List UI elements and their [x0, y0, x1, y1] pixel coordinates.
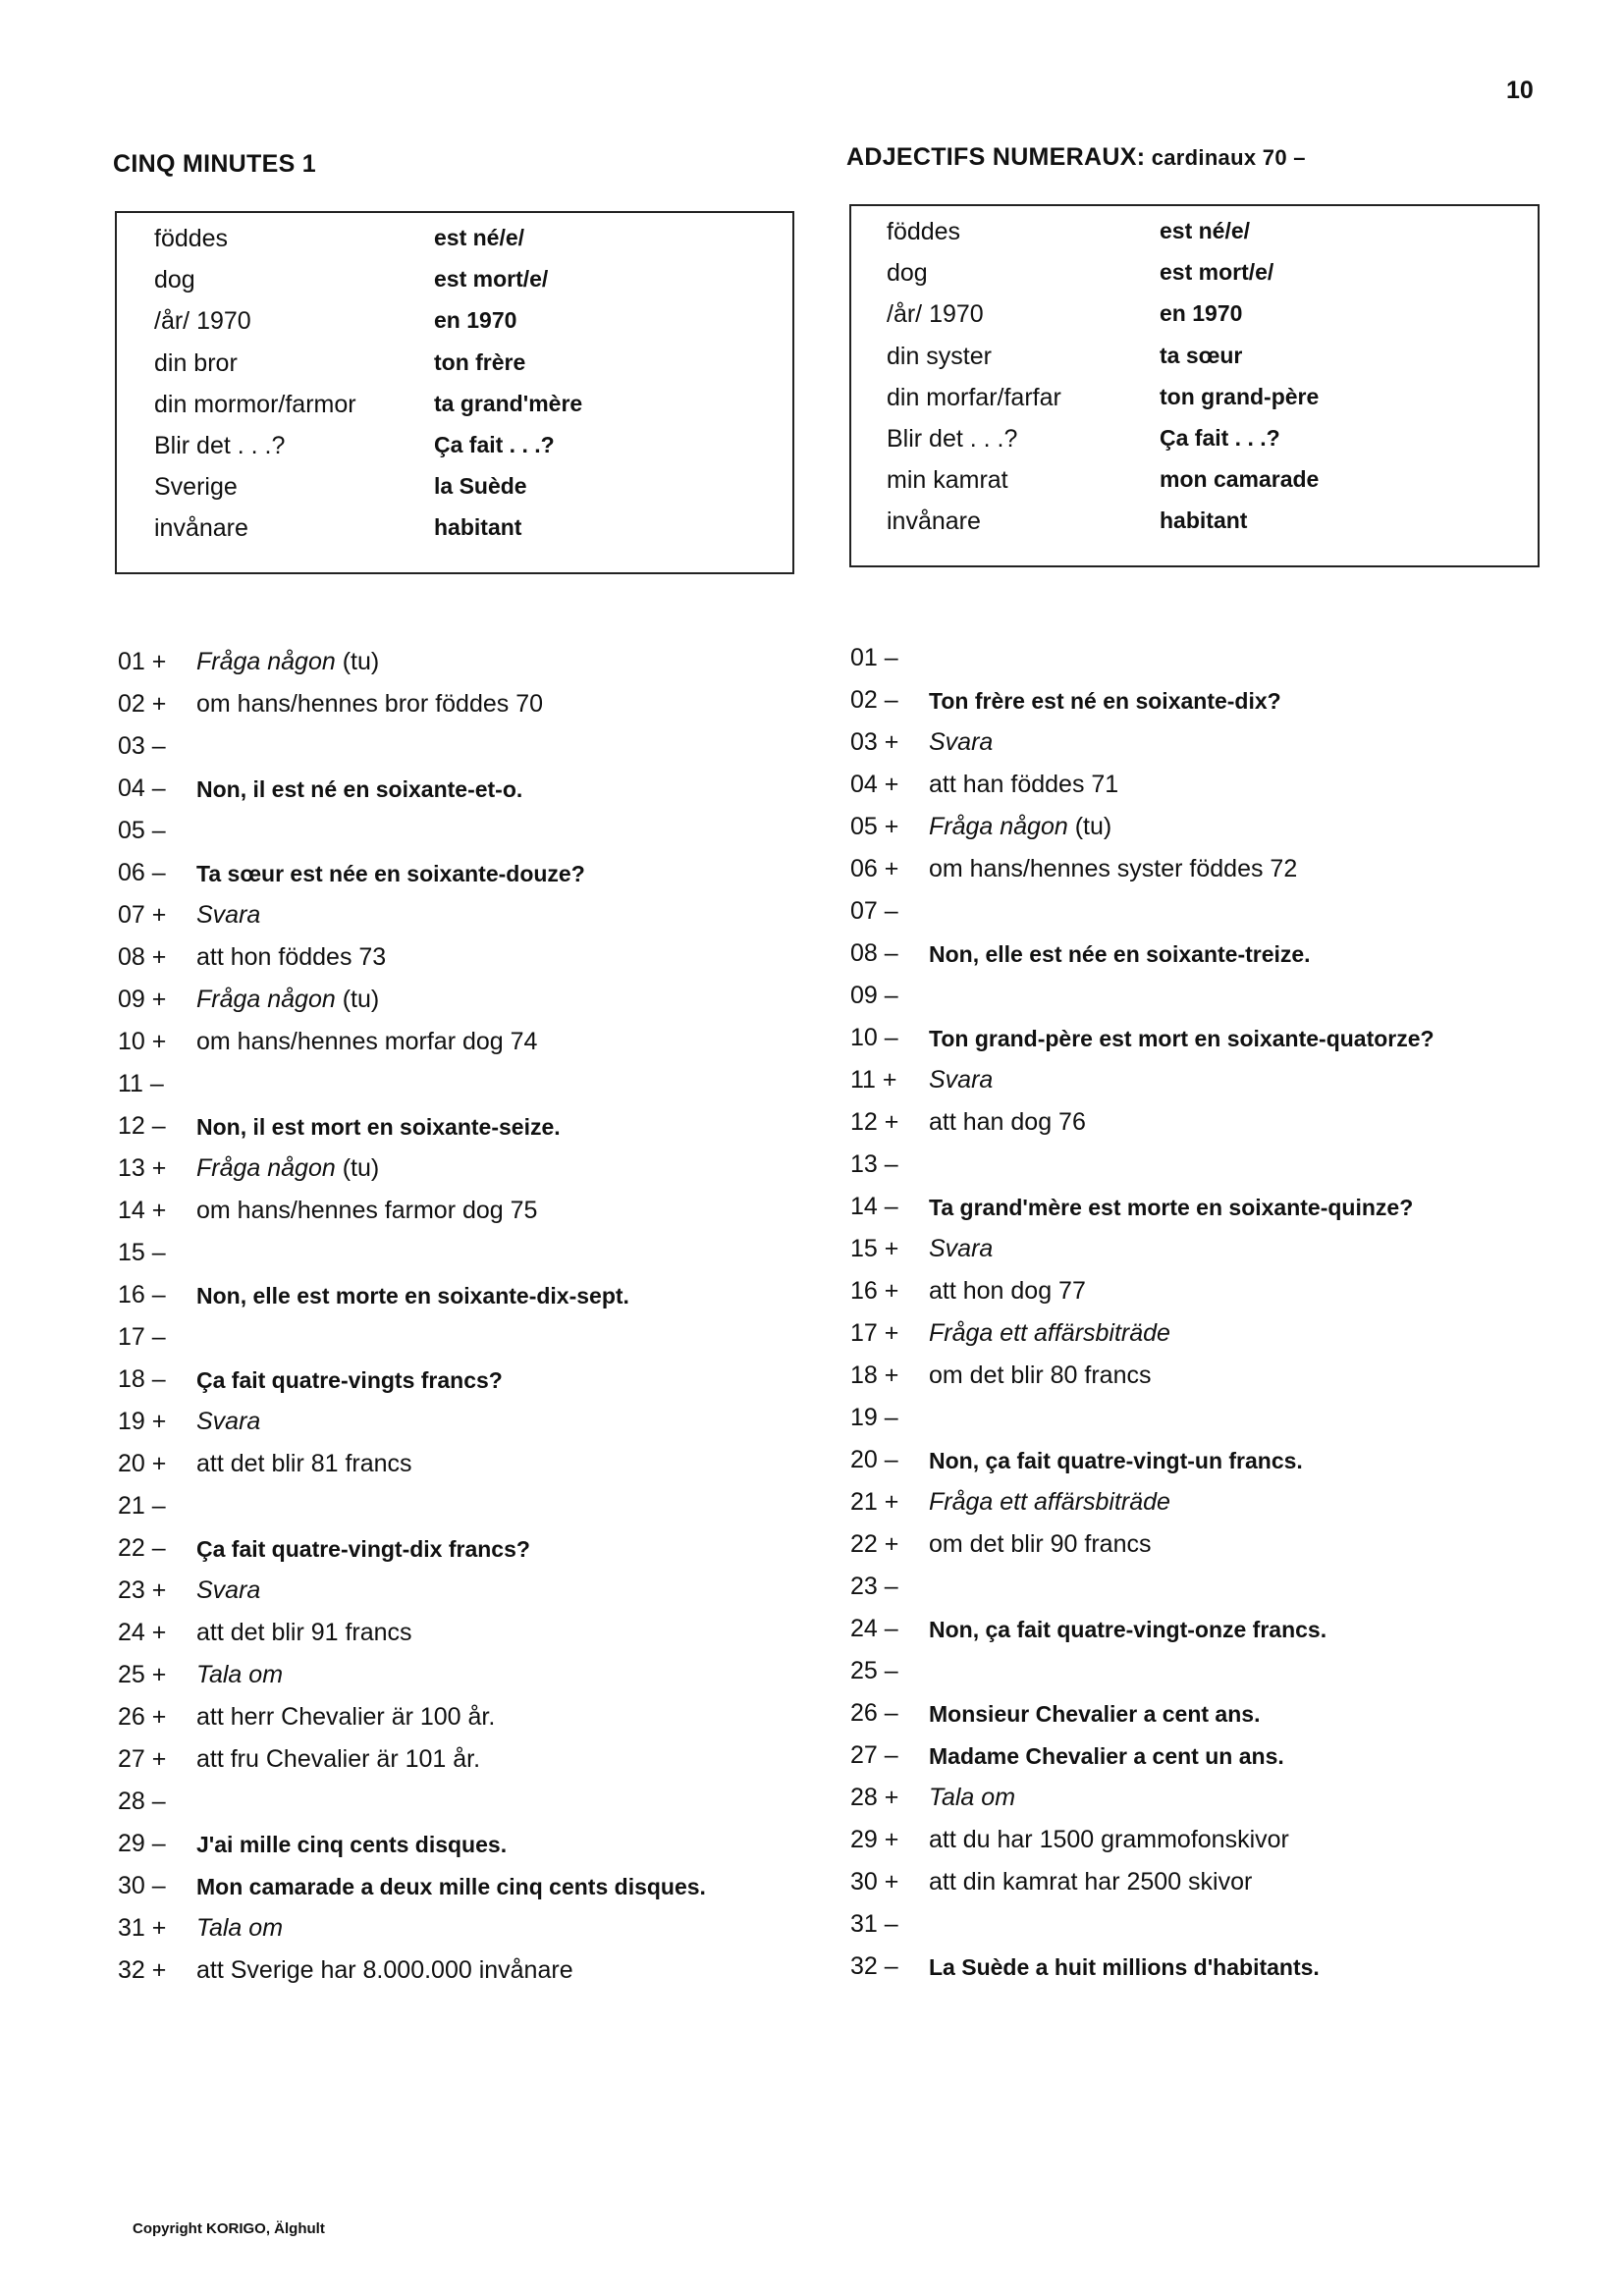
exercise-number: 29 –	[118, 1830, 166, 1857]
exercise-text	[196, 776, 522, 803]
exercise-number: 08 +	[118, 943, 167, 971]
exercise-prompt: att hon föddes 73	[196, 943, 387, 971]
exercise-row	[850, 1024, 1479, 1066]
exercise-row	[850, 1150, 1479, 1193]
exercise-row	[850, 1066, 1479, 1108]
exercise-text	[929, 1530, 1152, 1559]
exercise-row	[118, 1492, 746, 1534]
vocab-row	[851, 343, 1538, 382]
exercise-prompt: om det blir 90 francs	[929, 1530, 1152, 1558]
exercise-prompt: Non, elle est morte en soixante-dix-sept.	[196, 1283, 629, 1308]
vocab-french: mon camarade	[1160, 466, 1320, 492]
exercise-row	[118, 1197, 746, 1239]
exercise-prompt: La Suède a huit millions d'habitants.	[929, 1954, 1320, 1980]
exercise-suffix: (tu)	[335, 986, 380, 1013]
exercise-row	[850, 1530, 1479, 1573]
exercise-prompt: Madame Chevalier a cent un ans.	[929, 1743, 1284, 1769]
exercise-text	[196, 1703, 495, 1732]
vocab-row	[851, 384, 1538, 423]
exercise-number: 12 –	[118, 1112, 166, 1140]
exercise-number: 32 +	[118, 1956, 167, 1984]
exercise-number: 25 +	[118, 1661, 167, 1688]
exercise-number: 24 –	[850, 1615, 898, 1642]
exercise-text	[929, 1488, 1170, 1517]
exercise-number: 05 +	[850, 813, 899, 840]
exercise-text	[196, 861, 585, 887]
exercise-row	[850, 813, 1479, 855]
exercise-suffix: (tu)	[335, 1154, 380, 1182]
exercise-text	[929, 1235, 993, 1263]
exercise-text	[196, 943, 386, 972]
exercise-number: 27 +	[118, 1745, 167, 1773]
exercise-text	[196, 1536, 530, 1563]
exercise-number: 28 +	[850, 1784, 899, 1811]
exercise-number: 11 +	[850, 1066, 897, 1094]
exercise-prompt: Mon camarade a deux mille cinq cents disques.	[196, 1874, 706, 1899]
exercise-row	[850, 1108, 1479, 1150]
exercise-prompt: Svara	[196, 901, 261, 929]
exercise-text	[196, 1832, 507, 1858]
vocab-swedish: /år/ 1970	[154, 307, 251, 335]
exercise-text	[196, 690, 543, 719]
exercise-text	[196, 1874, 706, 1900]
exercise-prompt: Ta sœur est née en soixante-douze?	[196, 861, 585, 886]
exercise-text	[929, 941, 1311, 968]
page-number: 10	[1506, 77, 1534, 104]
exercise-prompt: att fru Chevalier är 101 år.	[196, 1745, 481, 1773]
exercise-number: 22 +	[850, 1530, 899, 1558]
vocab-swedish: Sverige	[154, 473, 238, 501]
exercise-text	[196, 1619, 412, 1647]
exercise-number: 26 –	[850, 1699, 898, 1727]
vocab-french: en 1970	[434, 307, 517, 333]
exercise-row	[850, 1826, 1479, 1868]
exercise-suffix: (tu)	[1067, 813, 1112, 840]
exercise-number: 12 +	[850, 1108, 899, 1136]
exercise-prompt: att han föddes 71	[929, 771, 1119, 798]
exercise-number: 30 –	[118, 1872, 166, 1899]
vocab-swedish: invånare	[154, 514, 248, 542]
vocab-french: habitant	[434, 514, 522, 540]
vocab-french: la Suède	[434, 473, 527, 499]
exercise-row	[118, 1576, 746, 1619]
exercise-row	[118, 1914, 746, 1956]
exercise-prompt: Non, elle est née en soixante-treize.	[929, 941, 1311, 967]
exercise-prompt: att det blir 81 francs	[196, 1450, 412, 1477]
exercise-prompt: Svara	[929, 1066, 994, 1094]
exercise-number: 24 +	[118, 1619, 167, 1646]
exercise-text	[929, 1026, 1435, 1052]
exercise-row	[850, 1699, 1479, 1741]
exercise-text	[196, 1745, 480, 1774]
right-exercise-list	[850, 644, 1479, 1995]
exercise-row	[118, 1534, 746, 1576]
exercise-row	[850, 1235, 1479, 1277]
exercise-row	[118, 1408, 746, 1450]
exercise-prompt: Non, il est mort en soixante-seize.	[196, 1114, 561, 1140]
exercise-text	[929, 728, 993, 757]
exercise-prompt: Ton grand-père est mort en soixante-quatorze?	[929, 1026, 1435, 1051]
exercise-row	[118, 732, 746, 774]
exercise-text	[929, 1826, 1289, 1854]
exercise-prompt: att du har 1500 grammofonskivor	[929, 1826, 1289, 1853]
exercise-text	[929, 1108, 1086, 1137]
exercise-number: 14 –	[850, 1193, 898, 1220]
exercise-number: 13 –	[850, 1150, 898, 1178]
exercise-text	[929, 771, 1118, 799]
exercise-row	[850, 982, 1479, 1024]
exercise-number: 31 +	[118, 1914, 167, 1942]
exercise-number: 06 –	[118, 859, 166, 886]
exercise-text	[929, 1701, 1260, 1728]
exercise-row	[850, 1573, 1479, 1615]
exercise-prompt: Monsieur Chevalier a cent ans.	[929, 1701, 1261, 1727]
exercise-row	[850, 1404, 1479, 1446]
exercise-number: 21 +	[850, 1488, 899, 1516]
exercise-number: 04 –	[118, 774, 166, 802]
exercise-row	[850, 939, 1479, 982]
vocab-swedish: /år/ 1970	[887, 300, 984, 328]
vocab-row	[117, 391, 792, 430]
vocab-row	[117, 432, 792, 471]
exercise-row	[118, 1365, 746, 1408]
exercise-row	[850, 728, 1479, 771]
exercise-number: 19 –	[850, 1404, 898, 1431]
vocab-row	[851, 466, 1538, 506]
vocab-swedish: din bror	[154, 349, 238, 377]
exercise-text	[196, 1283, 629, 1309]
exercise-row	[118, 817, 746, 859]
exercise-text	[196, 648, 379, 676]
vocab-row	[851, 425, 1538, 464]
exercise-row	[118, 1239, 746, 1281]
exercise-text	[929, 1448, 1303, 1474]
left-vocabulary-box	[115, 211, 794, 574]
exercise-row	[850, 1952, 1479, 1995]
right-section-subtitle: cardinaux 70 –	[1145, 145, 1306, 170]
exercise-text	[929, 1362, 1152, 1390]
vocab-french: est mort/e/	[434, 266, 549, 292]
exercise-number: 06 +	[850, 855, 899, 882]
vocab-row	[117, 307, 792, 347]
exercise-row	[850, 1868, 1479, 1910]
exercise-text	[196, 1956, 573, 1985]
exercise-number: 14 +	[118, 1197, 167, 1224]
vocab-row	[851, 259, 1538, 298]
exercise-text	[196, 1661, 283, 1689]
exercise-row	[118, 943, 746, 986]
exercise-row	[118, 648, 746, 690]
exercise-prompt: Tala om	[929, 1784, 1016, 1811]
vocab-swedish: din syster	[887, 343, 992, 370]
exercise-prompt: att det blir 91 francs	[196, 1619, 412, 1646]
exercise-row	[850, 855, 1479, 897]
exercise-prompt: J'ai mille cinq cents disques.	[196, 1832, 508, 1857]
left-section-title: CINQ MINUTES 1	[113, 150, 316, 178]
exercise-row	[850, 1615, 1479, 1657]
exercise-prompt: Fråga någon	[196, 986, 336, 1013]
exercise-number: 17 –	[118, 1323, 166, 1351]
exercise-number: 15 +	[850, 1235, 899, 1262]
exercise-number: 17 +	[850, 1319, 899, 1347]
exercise-row	[850, 1910, 1479, 1952]
exercise-number: 27 –	[850, 1741, 898, 1769]
exercise-row	[118, 1788, 746, 1830]
exercise-text	[929, 1868, 1252, 1896]
exercise-number: 28 –	[118, 1788, 166, 1815]
exercise-number: 20 –	[850, 1446, 898, 1473]
vocab-swedish: din morfar/farfar	[887, 384, 1061, 411]
exercise-row	[118, 1619, 746, 1661]
exercise-row	[118, 1830, 746, 1872]
vocab-french: ton frère	[434, 349, 526, 375]
vocab-swedish: föddes	[887, 218, 961, 245]
vocab-french: en 1970	[1160, 300, 1243, 326]
exercise-prompt: Tala om	[196, 1914, 284, 1942]
exercise-number: 26 +	[118, 1703, 167, 1731]
exercise-prompt: att han dog 76	[929, 1108, 1086, 1136]
exercise-number: 10 +	[118, 1028, 167, 1055]
exercise-number: 15 –	[118, 1239, 166, 1266]
exercise-text	[196, 1450, 412, 1478]
exercise-row	[850, 1488, 1479, 1530]
left-exercise-list	[118, 648, 746, 1999]
vocab-french: Ça fait . . .?	[434, 432, 555, 457]
exercise-row	[850, 1657, 1479, 1699]
vocab-french: est mort/e/	[1160, 259, 1274, 285]
exercise-number: 01 +	[118, 648, 167, 675]
exercise-prompt: Tala om	[196, 1661, 284, 1688]
vocab-swedish: Blir det . . .?	[887, 425, 1018, 453]
exercise-prompt: om hans/hennes bror föddes 70	[196, 690, 544, 718]
exercise-number: 02 +	[118, 690, 167, 718]
exercise-prompt: Ton frère est né en soixante-dix?	[929, 688, 1281, 714]
exercise-text	[929, 1277, 1086, 1306]
exercise-text	[929, 688, 1281, 715]
copyright-notice: Copyright KORIGO, Älghult	[133, 2220, 325, 2237]
exercise-prompt: Svara	[196, 1408, 261, 1435]
vocab-swedish: invånare	[887, 507, 981, 535]
exercise-row	[118, 859, 746, 901]
exercise-prompt: Non, ça fait quatre-vingt-onze francs.	[929, 1617, 1327, 1642]
exercise-number: 03 –	[118, 732, 166, 760]
exercise-row	[118, 986, 746, 1028]
exercise-prompt: Non, ça fait quatre-vingt-un francs.	[929, 1448, 1303, 1473]
exercise-text	[196, 986, 379, 1014]
exercise-number: 11 –	[118, 1070, 164, 1097]
vocab-row	[117, 225, 792, 264]
exercise-number: 18 –	[118, 1365, 166, 1393]
exercise-number: 20 +	[118, 1450, 167, 1477]
exercise-text	[196, 1576, 260, 1605]
vocab-french: habitant	[1160, 507, 1248, 533]
exercise-prompt: Fråga någon	[196, 1154, 336, 1182]
exercise-row	[850, 1319, 1479, 1362]
exercise-text	[196, 1914, 283, 1943]
vocab-row	[851, 300, 1538, 340]
exercise-row	[118, 1703, 746, 1745]
exercise-row	[118, 1661, 746, 1703]
exercise-row	[118, 1956, 746, 1999]
exercise-number: 31 –	[850, 1910, 898, 1938]
vocab-swedish: min kamrat	[887, 466, 1008, 494]
exercise-text	[196, 1197, 537, 1225]
right-section-title	[846, 143, 1306, 172]
exercise-text	[929, 1954, 1320, 1981]
exercise-number: 03 +	[850, 728, 899, 756]
exercise-number: 16 –	[118, 1281, 166, 1308]
exercise-prompt: Ça fait quatre-vingts francs?	[196, 1367, 503, 1393]
exercise-prompt: om hans/hennes farmor dog 75	[196, 1197, 538, 1224]
exercise-row	[118, 901, 746, 943]
exercise-prompt: om hans/hennes syster föddes 72	[929, 855, 1298, 882]
exercise-prompt: att herr Chevalier är 100 år.	[196, 1703, 496, 1731]
exercise-number: 09 +	[118, 986, 167, 1013]
exercise-number: 09 –	[850, 982, 898, 1009]
exercise-row	[850, 1193, 1479, 1235]
vocab-swedish: din mormor/farmor	[154, 391, 356, 418]
vocab-french: ta sœur	[1160, 343, 1243, 368]
exercise-text	[929, 813, 1111, 841]
vocab-swedish: Blir det . . .?	[154, 432, 286, 459]
exercise-prompt: Fråga ett affärsbiträde	[929, 1319, 1170, 1347]
exercise-prompt: Ta grand'mère est morte en soixante-quinze?	[929, 1195, 1414, 1220]
exercise-number: 10 –	[850, 1024, 898, 1051]
exercise-row	[118, 1154, 746, 1197]
exercise-text	[196, 1154, 379, 1183]
exercise-prompt: Ça fait quatre-vingt-dix francs?	[196, 1536, 530, 1562]
exercise-number: 29 +	[850, 1826, 899, 1853]
vocab-row	[117, 266, 792, 305]
exercise-number: 08 –	[850, 939, 898, 967]
exercise-number: 16 +	[850, 1277, 899, 1305]
exercise-row	[850, 771, 1479, 813]
exercise-prompt: att din kamrat har 2500 skivor	[929, 1868, 1253, 1896]
vocab-row	[851, 218, 1538, 257]
exercise-row	[118, 1745, 746, 1788]
exercise-row	[118, 1028, 746, 1070]
exercise-number: 23 +	[118, 1576, 167, 1604]
exercise-number: 04 +	[850, 771, 899, 798]
exercise-prompt: om det blir 80 francs	[929, 1362, 1152, 1389]
exercise-text	[929, 1195, 1413, 1221]
exercise-row	[850, 644, 1479, 686]
vocab-row	[851, 507, 1538, 547]
vocab-french: est né/e/	[1160, 218, 1251, 243]
exercise-text	[196, 1367, 503, 1394]
exercise-prompt: att hon dog 77	[929, 1277, 1086, 1305]
exercise-text	[929, 1066, 993, 1095]
vocab-swedish: föddes	[154, 225, 229, 252]
exercise-number: 07 –	[850, 897, 898, 925]
exercise-row	[118, 774, 746, 817]
exercise-prompt: om hans/hennes morfar dog 74	[196, 1028, 538, 1055]
vocab-row	[117, 473, 792, 512]
vocab-french: Ça fait . . .?	[1160, 425, 1280, 451]
vocab-swedish: dog	[154, 266, 195, 294]
exercise-prompt: Svara	[929, 728, 994, 756]
vocab-row	[117, 349, 792, 389]
exercise-row	[118, 1281, 746, 1323]
exercise-text	[929, 1319, 1170, 1348]
exercise-number: 19 +	[118, 1408, 167, 1435]
vocab-french: ton grand-père	[1160, 384, 1320, 409]
exercise-prompt: Fråga någon	[929, 813, 1068, 840]
exercise-suffix: (tu)	[335, 648, 380, 675]
exercise-number: 02 –	[850, 686, 898, 714]
exercise-number: 07 +	[118, 901, 167, 929]
exercise-number: 32 –	[850, 1952, 898, 1980]
right-vocabulary-box	[849, 204, 1540, 567]
exercise-row	[118, 690, 746, 732]
exercise-number: 05 –	[118, 817, 166, 844]
exercise-row	[118, 1070, 746, 1112]
exercise-row	[118, 1450, 746, 1492]
vocab-swedish: dog	[887, 259, 928, 287]
exercise-number: 21 –	[118, 1492, 166, 1520]
exercise-row	[850, 1741, 1479, 1784]
exercise-prompt: Non, il est né en soixante-et-o.	[196, 776, 523, 802]
exercise-prompt: Svara	[929, 1235, 994, 1262]
exercise-row	[850, 686, 1479, 728]
exercise-number: 25 –	[850, 1657, 898, 1684]
exercise-row	[118, 1323, 746, 1365]
exercise-row	[850, 1446, 1479, 1488]
exercise-row	[850, 1784, 1479, 1826]
exercise-text	[196, 901, 260, 930]
exercise-text	[196, 1028, 537, 1056]
exercise-text	[929, 1784, 1015, 1812]
exercise-row	[850, 897, 1479, 939]
exercise-number: 23 –	[850, 1573, 898, 1600]
exercise-row	[118, 1112, 746, 1154]
vocab-row	[117, 514, 792, 554]
exercise-number: 22 –	[118, 1534, 166, 1562]
exercise-row	[850, 1362, 1479, 1404]
exercise-number: 18 +	[850, 1362, 899, 1389]
exercise-prompt: Svara	[196, 1576, 261, 1604]
vocab-french: est né/e/	[434, 225, 525, 250]
exercise-row	[850, 1277, 1479, 1319]
exercise-prompt: att Sverige har 8.000.000 invånare	[196, 1956, 573, 1984]
vocab-french: ta grand'mère	[434, 391, 583, 416]
exercise-number: 13 +	[118, 1154, 167, 1182]
exercise-text	[929, 1617, 1326, 1643]
exercise-text	[196, 1114, 561, 1141]
exercise-number: 01 –	[850, 644, 898, 671]
exercise-text	[196, 1408, 260, 1436]
exercise-text	[929, 1743, 1284, 1770]
right-section-title-main: ADJECTIFS NUMERAUX:	[846, 143, 1146, 171]
exercise-number: 30 +	[850, 1868, 899, 1896]
exercise-prompt: Fråga någon	[196, 648, 336, 675]
exercise-text	[929, 855, 1297, 883]
exercise-prompt: Fråga ett affärsbiträde	[929, 1488, 1170, 1516]
exercise-row	[118, 1872, 746, 1914]
